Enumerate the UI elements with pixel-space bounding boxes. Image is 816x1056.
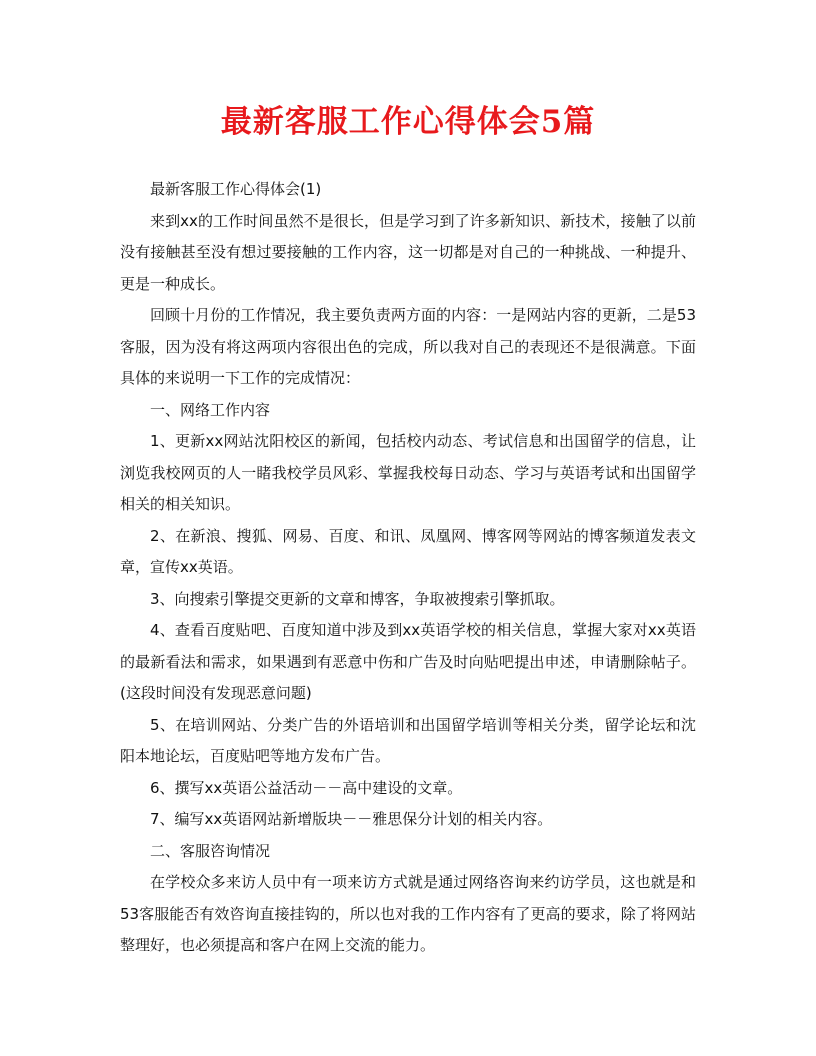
document-title: 最新客服工作心得体会5篇: [220, 104, 596, 140]
paragraph: 回顾十月份的工作情况，我主要负责两方面的内容：一是网站内容的更新，二是53客服，因为没有将这两项内容很出色的完成，所以我对自己的表现还不是很满意。下面具体的来说明一下工作的完成情况：: [120, 306, 696, 387]
section-heading: 一、网络工作内容: [150, 400, 271, 419]
list-item: 5、在培训网站、分类广告的外语培训和出国留学培训等相关分类，留学论坛和沈阳本地论坛，百度贴吧等地方发布广告。: [120, 715, 696, 765]
list-item: 3、向搜索引擎提交更新的文章和博客，争取被搜索引擎抓取。: [150, 589, 565, 608]
paragraph: 在学校众多来访人员中有一项来访方式就是通过网络咨询来约访学员，这也就是和53客服能否有效咨询直接挂钩的，所以也对我的工作内容有了更高的要求，除了将网站整理好，也必须提高和客户在网上交流的能力。: [120, 873, 696, 954]
list-item: 1、更新xx网站沈阳校区的新闻，包括校内动态、考试信息和出国留学的信息，让浏览我校网页的人一睹我校学员风彩、掌握我校每日动态、学习与英语考试和出国留学相关的相关知识。: [120, 432, 696, 513]
list-item: 2、在新浪、搜狐、网易、百度、和讯、凤凰网、博客网等网站的博客频道发表文章，宣传xx英语。: [120, 526, 696, 576]
document-body: [120, 174, 696, 962]
section-heading: 二、客服咨询情况: [150, 841, 271, 860]
list-item: 4、查看百度贴吧、百度知道中涉及到xx英语学校的相关信息，掌握大家对xx英语的最新看法和需求，如果遇到有恶意中伤和广告及时向贴吧提出申述，申请删除帖子。(这段时间没有发现恶意问题): [120, 621, 696, 702]
list-item: 7、编写xx英语网站新增版块－－雅思保分计划的相关内容。: [150, 810, 553, 828]
section-heading: 最新客服工作心得体会(1): [150, 180, 322, 198]
list-item: 6、撰写xx英语公益活动－－高中建设的文章。: [150, 778, 463, 797]
paragraph: 来到xx的工作时间虽然不是很长，但是学习到了许多新知识、新技术，接触了以前没有接触甚至没有想过要接触的工作内容，这一切都是对自己的一种挑战、一种提升、更是一种成长。: [120, 211, 696, 293]
